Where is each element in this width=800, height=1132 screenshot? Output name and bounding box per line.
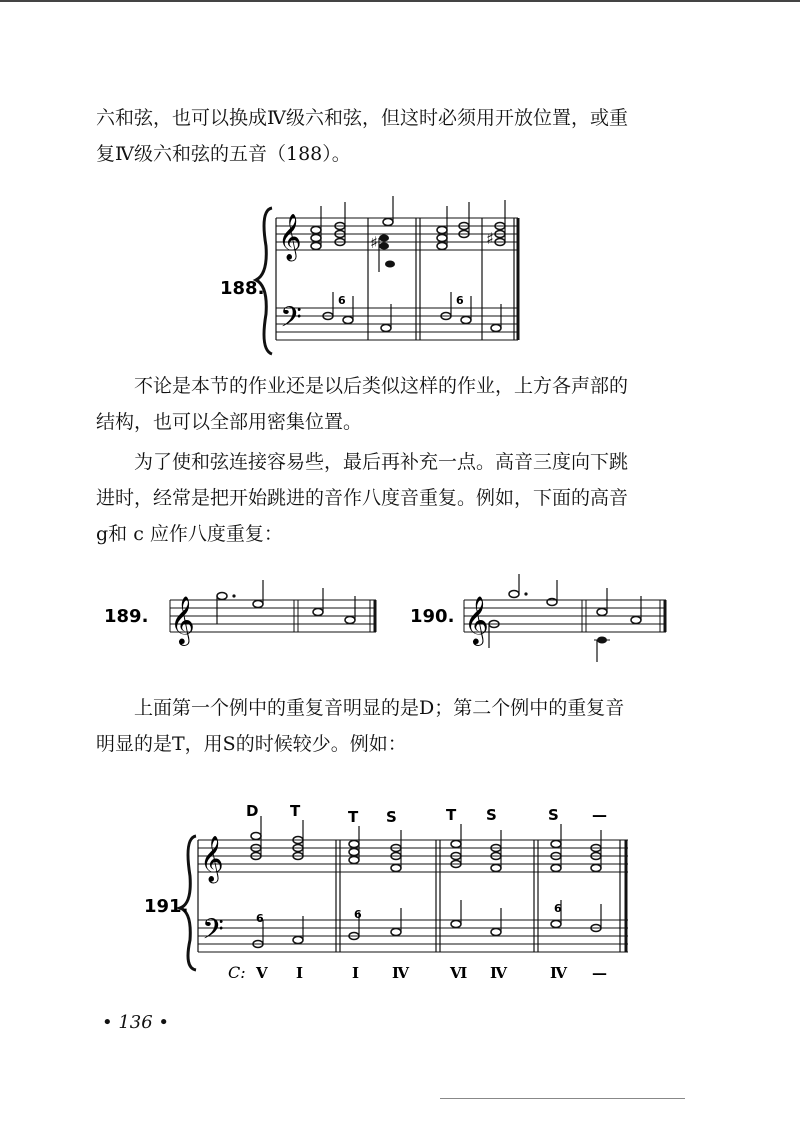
text-line: 明显的是T，用S的时候较少。例如： <box>96 733 407 755</box>
roman-numeral: Ⅳ <box>392 964 410 982</box>
figured-bass: 6 <box>554 902 562 915</box>
roman-numeral: Ⅳ <box>550 964 568 982</box>
treble-clef-icon: 𝄞 <box>170 595 195 644</box>
function-label: T <box>348 808 359 826</box>
svg-text:♯: ♯ <box>370 233 378 252</box>
bass-clef-icon: 𝄢 <box>202 913 224 953</box>
bottom-rule <box>440 1098 685 1099</box>
function-label: S <box>386 808 397 826</box>
paragraph-3 <box>96 444 696 552</box>
text-line: 六和弦，也可以换成Ⅳ级六和弦，但这时必须用开放位置，或重 <box>96 107 628 129</box>
text-line: g和 c 应作八度重复： <box>96 523 283 545</box>
roman-numeral: I <box>296 964 304 982</box>
example-label: 190. <box>410 606 455 627</box>
roman-numeral: V <box>256 964 268 982</box>
roman-numeral: Ⅳ <box>490 964 508 982</box>
text-line: 上面第一个例中的重复音明显的是D；第二个例中的重复音 <box>134 697 625 719</box>
key-label: C: <box>228 963 246 982</box>
example-label: 189. <box>104 606 149 627</box>
figured-bass: 6 <box>256 912 264 925</box>
bass-clef-icon: 𝄢 <box>280 301 302 341</box>
roman-numeral: I <box>352 964 360 982</box>
score-191 <box>140 796 640 992</box>
function-label: T <box>290 802 301 820</box>
example-189 <box>104 574 404 654</box>
treble-clef-icon: 𝄞 <box>278 214 302 260</box>
function-label: S <box>486 806 497 824</box>
figured-bass: 6 <box>456 294 464 307</box>
example-label: 188. <box>220 278 265 299</box>
score-188 <box>220 196 540 366</box>
figured-bass: 6 <box>354 908 362 921</box>
function-label: T <box>446 806 457 824</box>
page-number: • 136 • <box>102 1012 170 1033</box>
text-line: 不论是本节的作业还是以后类似这样的作业，上方各声部的 <box>134 375 629 397</box>
figured-bass: 6 <box>338 294 346 307</box>
example-188 <box>220 196 540 366</box>
example-191 <box>140 796 640 992</box>
example-190 <box>410 570 680 666</box>
roman-numeral: — <box>592 964 607 982</box>
paragraph-1 <box>96 100 696 172</box>
svg-text:♯: ♯ <box>486 229 494 248</box>
example-label: 191. <box>144 896 189 917</box>
roman-numeral: Ⅵ <box>450 964 468 982</box>
function-label: S <box>548 806 559 824</box>
text-line: 为了使和弦连接容易些，最后再补充一点。高音三度向下跳 <box>134 451 629 473</box>
text-line: 复Ⅳ级六和弦的五音（188）。 <box>96 143 351 165</box>
top-border <box>0 0 800 2</box>
paragraph-4 <box>96 690 696 762</box>
function-label: — <box>592 806 607 824</box>
text-line: 进时，经常是把开始跳进的音作八度音重复。例如，下面的高音 <box>96 487 629 509</box>
score-190 <box>410 570 680 666</box>
score-189 <box>104 574 404 654</box>
text-line: 结构，也可以全部用密集位置。 <box>96 411 363 433</box>
treble-clef-icon: 𝄞 <box>200 836 224 882</box>
treble-clef-icon: 𝄞 <box>464 595 489 644</box>
function-label: D <box>246 802 259 820</box>
paragraph-2 <box>96 368 696 440</box>
